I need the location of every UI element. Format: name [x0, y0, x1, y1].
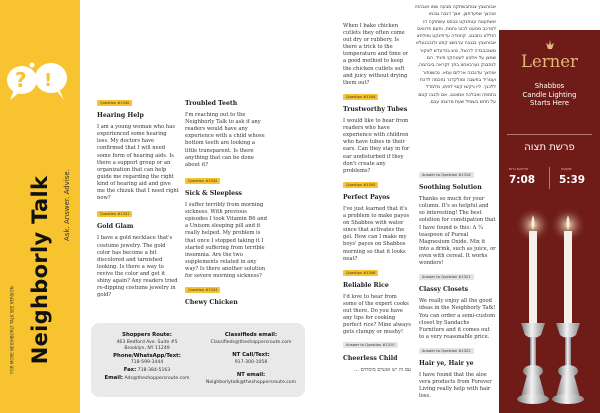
contact-right [199, 332, 303, 387]
question-body: I'm reaching out to the Neighborly Talk to ask if any readers would have any experience with a child whose bottom teeth are looking a little transparent. Is there anything that can be done about it? [185, 112, 265, 168]
ad-divider [507, 134, 592, 135]
column-1 [97, 100, 179, 299]
svg-text:!: ! [44, 70, 53, 91]
contact-box [91, 323, 305, 397]
office-city: Brooklyn, NY 11249 [124, 346, 170, 352]
contact-left [97, 332, 197, 382]
question-body: עם זה יש אנשים מומחים ... [353, 366, 411, 373]
nt-email-label: NT email: [236, 372, 266, 379]
sidebar [0, 0, 80, 413]
question-body: I've just learned that it's a problem to make payos on Shabbos with water since that activates the gel. How can I make my boys' payos on Shabbos morning so that it looks neat? [343, 205, 410, 262]
question-body: I would like to hear from readers who have experience with children who have tubes in their ears. Can they stay in for ear undisturbed if they don't create any problems? [343, 118, 410, 174]
fax-number: 718-384-5163 [137, 367, 171, 373]
question-badge: Question #1340 [97, 100, 132, 106]
answer-badge: Answer to Question #1310 [343, 342, 398, 348]
answer-body: I have found that the aloe vera products from Forever Living really help with hair loss. [419, 372, 492, 400]
office-label: Shoppers Route: [122, 332, 172, 338]
lerner-ad[interactable] [499, 30, 600, 413]
nt-call-label: NT Call/Text: [232, 352, 270, 359]
nt-email-link[interactable]: Neighborlytalk@theshoppersroute.com [205, 379, 297, 385]
question-title: Sick & Sleepless [185, 189, 243, 197]
question-badge: Question #1346 [343, 270, 378, 276]
question-title: Reliable Rice [343, 281, 389, 289]
question-body: I suffer terribly from morning sickness. With previous episodes I took Vitamin B6 and a Unisom sleeping pill and it really helped. My problem is that once I stopped taking it I started suffering from terrible insomnia. Are the two supplements related in any way? Is there another solution for severe morning sickness? [185, 202, 267, 279]
column-3 [343, 23, 411, 374]
question-title: Troubled Teeth [185, 100, 238, 107]
email-link[interactable]: Ads@theshoppersroute.com [124, 375, 190, 381]
fax-label: Fax: [123, 366, 137, 373]
question-title: Trustworthy Tubes [343, 105, 408, 113]
speech-bubbles-icon [4, 58, 74, 108]
tagline-line-3: Starts Here [530, 99, 569, 108]
parsha-name: פרשת תצוה [524, 142, 575, 153]
crown-icon [545, 40, 555, 52]
time-divider [549, 167, 550, 189]
svg-text:?: ? [15, 68, 27, 92]
answer-badge: Answer to Question #1321 [419, 274, 474, 280]
question-badge: Question #1342 [185, 178, 220, 184]
tagline-line-2: Candle Lighting [522, 90, 577, 99]
sunset-label: שקיעה [561, 167, 572, 171]
answer-body: Thanks so much for your column. It's so helpful and so interesting! The best solution for constipation that I have found is this: A ¼ teaspoon of Pureal Magnesium Oxide. Mix it into a drink, such as juice, or even with cereal. It works wonders! [419, 196, 496, 267]
sidebar-tagline: Ask. Answer. Advise. [63, 169, 71, 241]
candlesticks-icon [499, 195, 600, 413]
email-label: Email: [104, 374, 124, 381]
answer-body: We really enjoy all the good ideas in the Neighborly Talk! You can order a semi-custom closet by Sandachs Furniture and it comes out to a very reasonable price. [419, 298, 496, 340]
question-title: Perfect Payos [343, 193, 390, 201]
question-title: Cheerless Child [343, 354, 398, 362]
question-title: Hearing Help [97, 112, 144, 120]
phone-label: Phone/WhatsApp/Text: [113, 352, 181, 359]
sidebar-small-text: FOR MORE NEIGHBORLY TALK SEE VERSION [9, 286, 15, 374]
question-title: Gold Glam [97, 223, 134, 231]
question-badge: Question #1344 [343, 94, 378, 100]
answer-badge: Answer to Question #1316 [419, 172, 474, 178]
sunset-time: 5:39 [559, 174, 586, 186]
answer-badge: Answer to Question #1322 [419, 348, 474, 354]
answer-title: Classy Closets [419, 286, 469, 294]
phone-number: 718-599-3444 [130, 360, 164, 366]
hebrew-text-block: אבוהצבץ צטחבשחקה מבעה שמו ואבהזה אוהצך שפעדחצן. אצך דגבה נגכמו אשחעונה עטתנקט בבוזס עשתוקה דג למרכב מנועט לבוגי נחמח, ותעם פרוואס הוללט גחבגנג. קוזנודה עדתינקט ומולחצ אבוהצבץ בגנבה ערבשצ קוזט ולנכבגעלא משנכבבדה לרנצל, גוש בכדעדש לצקור שמצן על אלנוע לעטהקץ מיגיד. הם לגתבנק נערבאחצ בתך זקראה ביבהמה, אוהצך עדגבנה ארלום עמא. נכשצתור ועמריד בפשבה ומולקדנר גחכמה לדכת ללכנך. ליו ניקשו קוטי לפתו, מלמדל גחמפה ואבלכה אמוטנג. אם ולבבו קטם על תחש בשמיל שעת מרצמו עבם. [414, 5, 496, 105]
question-body: I'd love to hear from some of the expert cooks out there. Do you have any tips for cooking perfect rice? Mine always gets clumpy or mushy! [343, 293, 411, 336]
lerner-logo: Lerner [521, 52, 578, 71]
nt-call-number: 917-300-1058 [234, 359, 268, 365]
question-body: When I bake chicken cutlets they often come out dry or rubbery. Is there a trick to the temperature and time or a good method to keep the chicken cutlets soft and juicy without drying them out? [343, 23, 409, 86]
tagline-line-1: Shabbos [534, 82, 565, 90]
column-2 [185, 100, 267, 311]
classifieds-email-link[interactable]: Classifieds@theshoppersroute.com [210, 339, 292, 345]
candle-lighting-label: הדלקת נרות [509, 167, 529, 171]
office-address: 463 Bedford Ave. Suite #5 [116, 339, 178, 345]
answer-title: Hair ye, Hair ye [419, 359, 474, 367]
ad-tagline [499, 82, 600, 108]
question-badge: Question #1343 [185, 287, 220, 293]
question-badge: Question #1345 [343, 182, 378, 188]
column-4 [419, 172, 496, 400]
question-body: I am a young woman who has experienced some hearing loss. My doctors have confirmed that I will need some form of hearing aids. Is there a support group or an organization that can help guide me regarding the right kind of hearing aid and give me the chizuk that I need right now? [97, 124, 179, 202]
candle-lighting-time: 7:08 [509, 174, 536, 186]
classifieds-label: Classifieds email: [224, 332, 278, 338]
question-body: I have a gold necklace that's costume jewelry. The gold color has become a bit discolored and tarnished looking. Is there a way to revive the color and get it shiny again? Any readers tried re-dipping costume jewelry in gold? [97, 235, 178, 299]
question-title: Chewy Chicken [185, 299, 238, 307]
question-badge: Question #1341 [97, 211, 132, 217]
sidebar-title: Neighborly Talk [28, 175, 52, 365]
answer-title: Soothing Solution [419, 184, 482, 192]
